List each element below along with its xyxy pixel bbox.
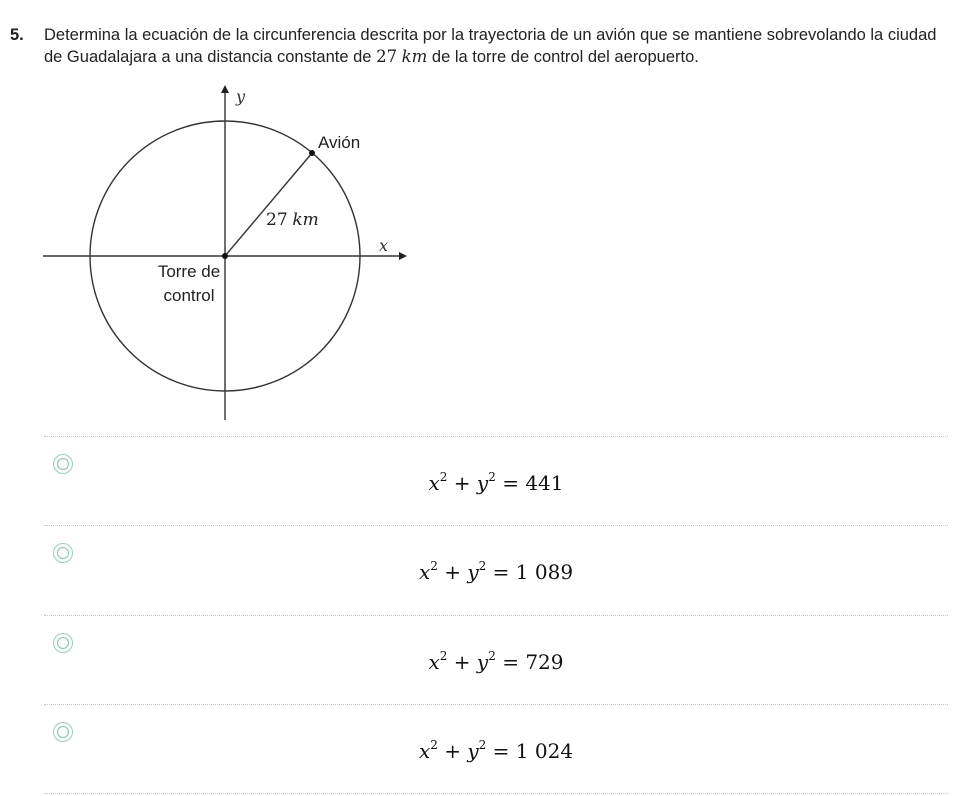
question-distance-unit: km: [401, 47, 428, 66]
formula-value: 441: [525, 471, 564, 495]
formula-y: y: [476, 471, 489, 495]
formula-exponent-x: 2: [439, 649, 448, 663]
formula-x: x: [428, 471, 440, 495]
question-text: [44, 24, 959, 68]
formula-value: 729: [525, 650, 564, 674]
formula-plus: +: [453, 471, 471, 495]
radius-unit: km: [292, 210, 319, 230]
answer-option-c[interactable]: [44, 616, 948, 704]
question-distance-value: 27: [376, 47, 398, 66]
option-formula: [44, 471, 948, 495]
formula-exponent-y: 2: [488, 470, 496, 484]
answer-option-b[interactable]: [44, 526, 948, 614]
formula-equals: =: [502, 650, 519, 674]
radius-value: 27: [266, 210, 288, 230]
tower-label-line2: control: [163, 286, 215, 305]
circle-diagram-svg: [40, 80, 420, 425]
plane-label: Avión: [318, 133, 361, 152]
y-axis-label: y: [236, 87, 246, 106]
plane-point: [309, 150, 315, 156]
formula-exponent-x: 2: [439, 470, 448, 484]
formula-exponent-y: 2: [488, 649, 496, 663]
question-text-before: Determina la ecuación de la circunferencia descrita por la trayectoria de un avión que se mantiene sobrevolando la ciudad de Guadalajara a una distancia constante de: [44, 26, 937, 66]
question-number: 5.: [10, 26, 24, 44]
question-text-after: de la torre de control del aeropuerto.: [427, 48, 699, 66]
tower-point: [222, 253, 228, 259]
formula-plus: +: [444, 560, 461, 584]
formula-equals: =: [492, 739, 510, 763]
answer-option-d[interactable]: [44, 705, 948, 793]
formula-exponent-y: 2: [478, 559, 487, 573]
formula-x: x: [418, 560, 431, 584]
formula-exponent-x: 2: [430, 738, 438, 752]
radius-line: [225, 153, 312, 256]
option-formula: [44, 560, 948, 584]
x-axis-label: x: [379, 236, 389, 255]
formula-y: y: [476, 650, 489, 674]
answer-option-a[interactable]: [44, 437, 948, 525]
formula-y: y: [467, 739, 479, 763]
tower-label-line1: Torre de: [157, 262, 221, 281]
formula-plus: +: [453, 650, 471, 674]
tower-label: [144, 260, 234, 308]
formula-value: 1 089: [515, 560, 574, 584]
formula-exponent-y: 2: [478, 738, 487, 752]
formula-equals: =: [492, 560, 510, 584]
formula-equals: =: [502, 471, 519, 495]
divider: [44, 793, 948, 794]
formula-value: 1 024: [515, 739, 574, 763]
circle-diagram: [40, 80, 420, 425]
formula-y: y: [467, 560, 479, 584]
radius-label: [266, 210, 319, 230]
formula-plus: +: [444, 739, 461, 763]
formula-exponent-x: 2: [430, 559, 438, 573]
formula-x: x: [418, 739, 431, 763]
option-formula: [44, 650, 948, 674]
option-formula: [44, 739, 948, 763]
formula-x: x: [428, 650, 440, 674]
